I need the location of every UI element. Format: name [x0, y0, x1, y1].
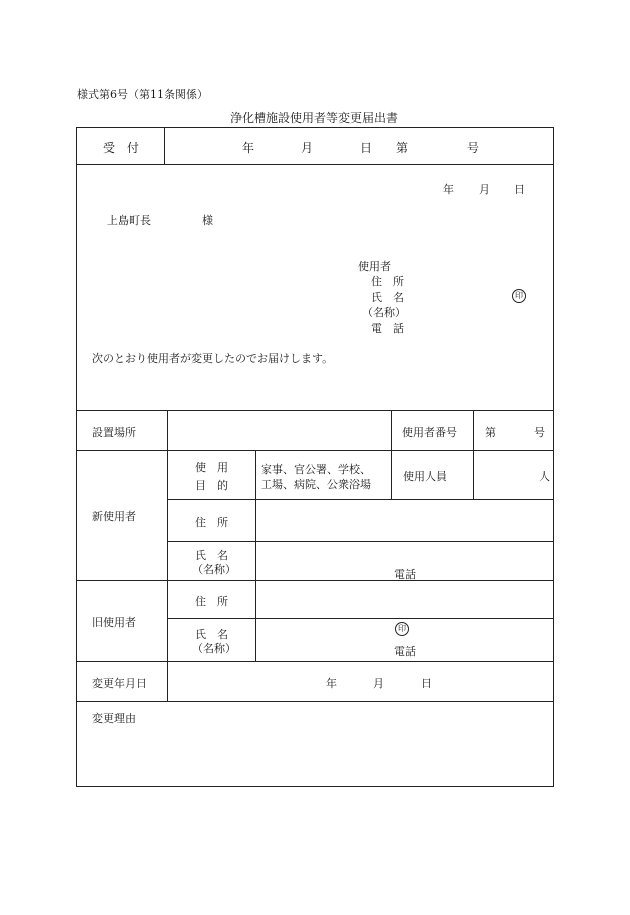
addressee: 上島町長 [107, 214, 151, 227]
new-user-name-label: 氏 名 [195, 549, 228, 562]
purpose-label-1: 使 用 [195, 461, 228, 474]
old-user-phone-label: 電話 [394, 645, 416, 658]
letter-day-label: 日 [514, 183, 525, 196]
user-number-prefix: 第 [485, 426, 496, 439]
site-label: 設置場所 [92, 426, 136, 439]
receipt-no-prefix: 第 [396, 141, 409, 155]
new-user-label: 新使用者 [92, 510, 136, 523]
user-seal-icon: 印 [512, 289, 526, 303]
change-date-day-label: 日 [421, 677, 432, 690]
old-user-name-alt-label: （名称） [192, 642, 236, 655]
new-user-address-label: 住 所 [195, 516, 228, 529]
change-date-year-label: 年 [326, 677, 337, 690]
form-number: 様式第6号（第11条関係） [77, 88, 208, 101]
purpose-label-2: 目 的 [195, 479, 228, 492]
change-date-month-label: 月 [373, 677, 384, 690]
receipt-no-suffix: 号 [467, 141, 480, 155]
headcount-label: 使用人員 [403, 470, 447, 483]
user-heading: 使用者 [358, 260, 391, 273]
user-name-alt-label: （名称） [362, 306, 406, 319]
letter-month-label: 月 [479, 183, 490, 196]
statement: 次のとおり使用者が変更したのでお届けします。 [92, 352, 334, 365]
old-user-name-label: 氏 名 [195, 628, 228, 641]
new-user-phone-label: 電話 [394, 568, 416, 581]
user-name-label: 氏 名 [371, 291, 404, 304]
user-address-label: 住 所 [371, 275, 404, 288]
new-user-name-alt-label: （名称） [192, 563, 236, 576]
purpose-options-1: 家事、官公署、学校、 [261, 463, 371, 476]
letter-year-label: 年 [443, 183, 454, 196]
old-user-label: 旧使用者 [92, 616, 136, 629]
change-reason-label: 変更理由 [92, 712, 136, 725]
addressee-honorific: 様 [202, 214, 213, 227]
old-user-seal-icon: 印 [395, 622, 409, 636]
receipt-year-label: 年 [242, 141, 255, 155]
receipt-label: 受 付 [103, 141, 140, 155]
receipt-day-label: 日 [360, 141, 373, 155]
purpose-options-2: 工場、病院、公衆浴場 [261, 478, 371, 491]
document-title: 浄化槽施設使用者等変更届出書 [230, 111, 399, 125]
headcount-unit: 人 [539, 470, 550, 483]
user-phone-label: 電 話 [371, 322, 404, 335]
change-date-label: 変更年月日 [92, 677, 147, 690]
old-user-address-label: 住 所 [195, 595, 228, 608]
user-number-suffix: 号 [534, 426, 545, 439]
user-number-label: 使用者番号 [402, 426, 457, 439]
receipt-month-label: 月 [301, 141, 314, 155]
